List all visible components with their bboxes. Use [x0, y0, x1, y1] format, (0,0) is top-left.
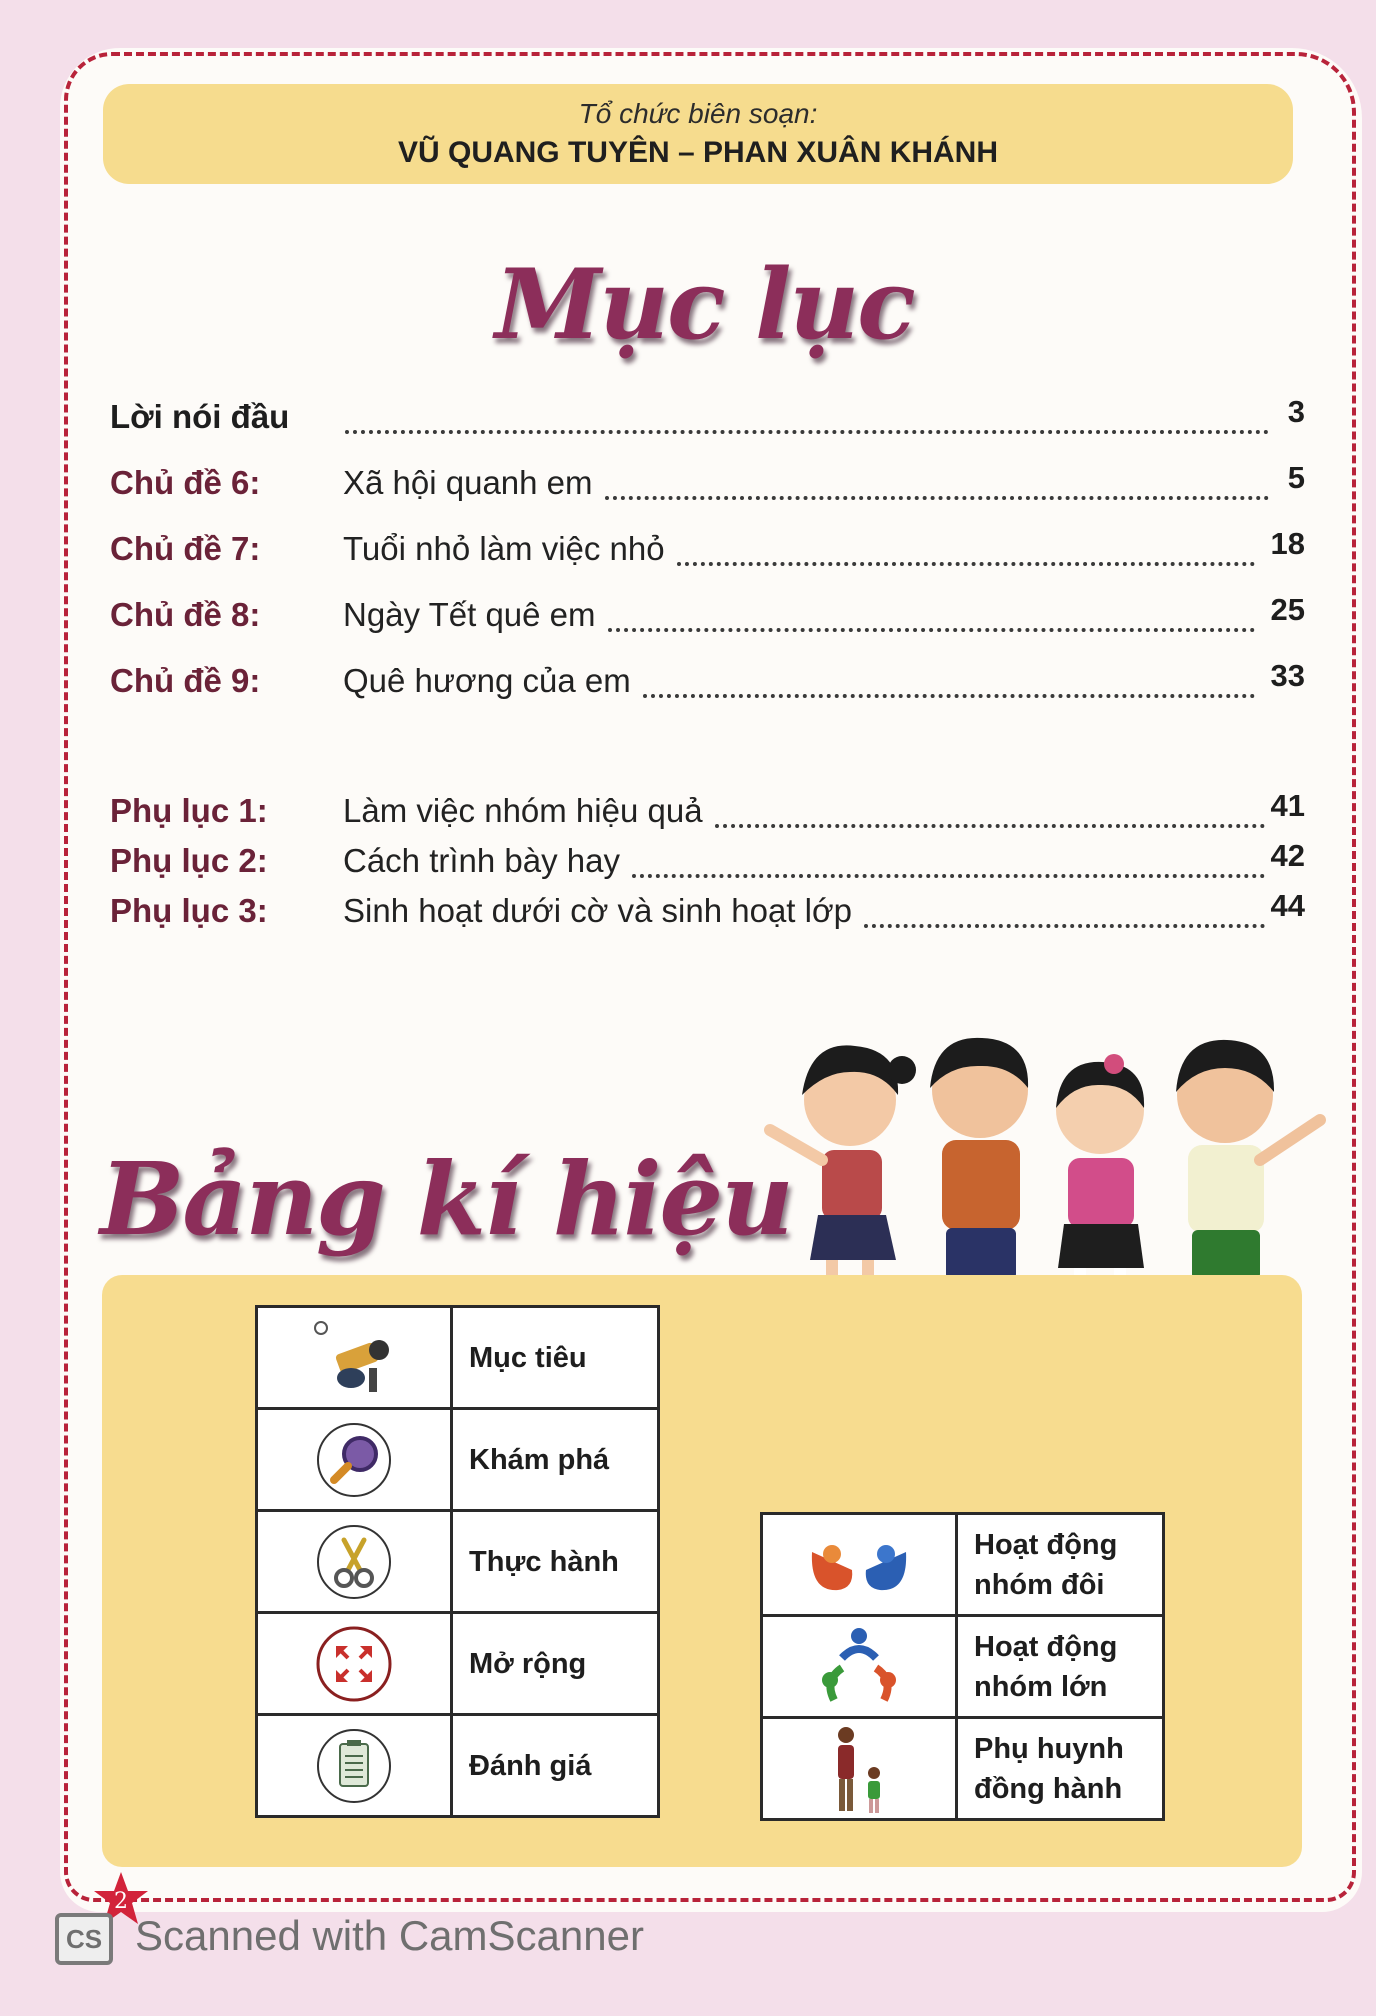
toc-page-number: 41 [1265, 788, 1305, 824]
expand-arrows-icon [314, 1624, 394, 1704]
symbol-icon-cell [762, 1616, 957, 1718]
authors-banner [103, 84, 1293, 184]
symbol-label: Hoạt động nhóm lớn [957, 1616, 1164, 1718]
symbols-table-left [255, 1305, 660, 1818]
toc-topic: Ngày Tết quê em [343, 596, 606, 634]
leader-dots [715, 818, 1265, 828]
toc-topic: Tuổi nhỏ làm việc nhỏ [343, 530, 675, 568]
toc-entry-topic-6[interactable] [110, 460, 1305, 512]
camscanner-logo: CS [55, 1913, 113, 1965]
parent-child-icon [824, 1723, 894, 1815]
toc-label: Chủ đề 7: [110, 530, 261, 567]
toc-label: Phụ lục 3: [110, 892, 268, 929]
symbol-icon-cell [257, 1511, 452, 1613]
toc-entry-preface[interactable] [110, 394, 1305, 446]
symbol-icon-cell [257, 1409, 452, 1511]
symbol-label: Khám phá [452, 1409, 659, 1511]
symbol-icon-cell [257, 1613, 452, 1715]
symbol-row [257, 1613, 659, 1715]
symbol-row [762, 1718, 1164, 1820]
authors-caption: Tổ chức biên soạn: [578, 98, 818, 129]
toc-page-number: 25 [1265, 592, 1305, 628]
leader-dots [605, 490, 1269, 500]
symbol-label: Đánh giá [452, 1715, 659, 1817]
toc-entry-appendix-1[interactable] [110, 788, 1305, 840]
toc-title: Mục lục [495, 248, 914, 361]
toc-entry-topic-8[interactable] [110, 592, 1305, 644]
toc-entry-topic-9[interactable] [110, 658, 1305, 710]
symbol-icon-cell [257, 1715, 452, 1817]
scissors-icon [314, 1522, 394, 1602]
leader-dots [632, 868, 1265, 878]
toc-label: Chủ đề 9: [110, 662, 261, 699]
leader-dots [608, 622, 1255, 632]
large-group-icon [814, 1622, 904, 1712]
symbol-row [762, 1514, 1164, 1616]
toc-page-number: 5 [1282, 460, 1305, 496]
toc-topic: Quê hương của em [343, 662, 641, 700]
symbol-label: Mở rộng [452, 1613, 659, 1715]
toc-page-number: 44 [1265, 888, 1305, 924]
leader-dots [643, 688, 1255, 698]
symbol-icon-cell [762, 1514, 957, 1616]
target-icon [309, 1318, 399, 1398]
symbol-row [257, 1715, 659, 1817]
page-number: 2 [114, 1889, 128, 1914]
symbol-icon-cell [762, 1718, 957, 1820]
clipboard-icon [314, 1726, 394, 1806]
toc-topic: Cách trình bày hay [343, 842, 630, 880]
symbol-row [257, 1409, 659, 1511]
symbol-row [257, 1511, 659, 1613]
toc-label: Phụ lục 2: [110, 842, 268, 879]
symbol-row [762, 1616, 1164, 1718]
toc-entry-appendix-3[interactable] [110, 888, 1305, 940]
toc-topic: Làm việc nhóm hiệu quả [343, 792, 713, 830]
leader-dots [864, 918, 1265, 928]
symbol-label: Thực hành [452, 1511, 659, 1613]
toc-page-number: 3 [1282, 394, 1305, 430]
authors-names: VŨ QUANG TUYÊN – PHAN XUÂN KHÁNH [397, 136, 999, 169]
symbols-table-right [760, 1512, 1165, 1821]
symbols-title: Bảng kí hiệu [100, 1140, 792, 1258]
toc-topic: Sinh hoạt dưới cờ và sinh hoạt lớp [343, 892, 862, 930]
toc-page-number: 18 [1265, 526, 1305, 562]
leader-dots [345, 424, 1269, 434]
symbol-row [257, 1307, 659, 1409]
toc-entry-topic-7[interactable] [110, 526, 1305, 578]
leader-dots [677, 556, 1255, 566]
symbol-label: Phụ huynh đồng hành [957, 1718, 1164, 1820]
toc-label: Chủ đề 6: [110, 464, 261, 501]
toc-page-number: 42 [1265, 838, 1305, 874]
pair-group-icon [804, 1530, 914, 1600]
symbol-label: Hoạt động nhóm đôi [957, 1514, 1164, 1616]
symbol-icon-cell [257, 1307, 452, 1409]
toc-entry-appendix-2[interactable] [110, 838, 1305, 890]
toc-label: Phụ lục 1: [110, 792, 268, 829]
toc-label: Lời nói đầu [110, 398, 290, 435]
symbol-label: Mục tiêu [452, 1307, 659, 1409]
magnifier-icon [314, 1420, 394, 1500]
toc-page-number: 33 [1265, 658, 1305, 694]
scanner-watermark: Scanned with CamScanner [135, 1912, 644, 1959]
toc-topic: Xã hội quanh em [343, 464, 603, 502]
toc-label: Chủ đề 8: [110, 596, 261, 633]
